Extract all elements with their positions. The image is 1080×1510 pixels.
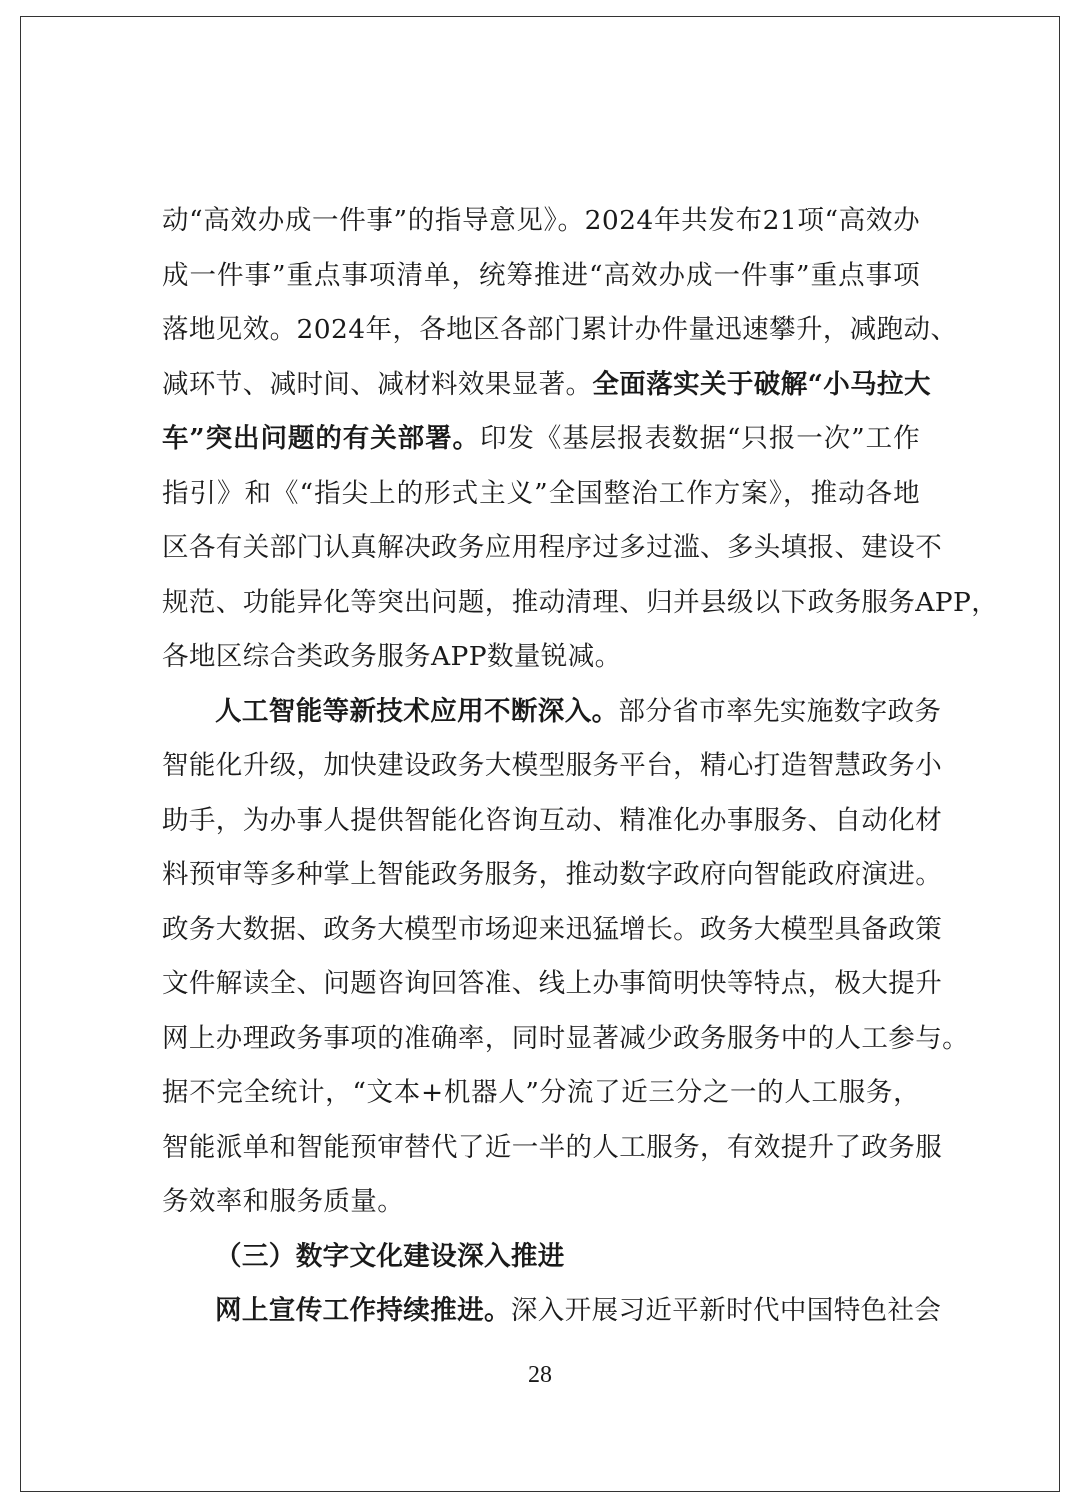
section-heading: （三）数字文化建设深入推进 — [215, 1240, 565, 1272]
bold-lead-online-publicity: 网上宣传工作持续推进。 — [215, 1295, 511, 1326]
paragraph-2-line-1 — [162, 685, 942, 740]
paragraph-2-line-4: 料预审等多种掌上智能政务服务，推动数字政府向智能政府演进。 — [162, 859, 943, 890]
paragraph-2-line-10: 务效率和服务质量。 — [162, 1186, 405, 1217]
paragraph-1-line-5 — [162, 412, 920, 467]
paragraph-2-line-1-text: 部分省市率先实施数字政务 — [618, 695, 942, 727]
paragraph-2-line-5: 政务大数据、政务大模型市场迎来迅猛增长。政务大模型具备政策 — [162, 913, 943, 945]
paragraph-2-line-2: 智能化升级，加快建设政务大模型服务平台，精心打造智慧政务小 — [162, 750, 943, 781]
paragraph-3-line-1 — [162, 1284, 942, 1339]
paragraph-2-line-6: 文件解读全、问题咨询回答准、线上办事简明快等特点，极大提升 — [162, 968, 943, 999]
paragraph-2-line-3: 助手，为办事人提供智能化咨询互动、精准化办事服务、自动化材 — [162, 804, 943, 836]
paragraph-1-line-6: 指引》和《“指尖上的形式主义”全国整治工作方案》，推动各地 — [162, 477, 920, 509]
paragraph-1-line-2: 成一件事”重点事项清单，统筹推进“高效办成一件事”重点事项 — [162, 259, 920, 291]
paragraph-1-line-4-text: 减环节、减时间、减材料效果显著。 — [162, 368, 593, 400]
paragraph-1-line-1: 动“高效办成一件事”的指导意见》。2024年共发布21项“高效办 — [162, 205, 920, 236]
paragraph-2-line-7: 网上办理政务事项的准确率，同时显著减少政务服务中的人工参与。 — [162, 1022, 969, 1054]
paragraph-3-line-1-text: 深入开展习近平新时代中国特色社会 — [510, 1295, 942, 1326]
document-body — [162, 194, 999, 1339]
bold-lead-ai-application: 人工智能等新技术应用不断深入。 — [215, 695, 619, 727]
paragraph-2-line-9: 智能派单和智能预审替代了近一半的人工服务，有效提升了政务服 — [162, 1131, 943, 1163]
paragraph-1-line-5-text: 印发《基层报表数据“只报一次”工作 — [480, 423, 920, 454]
bold-lead-small-horse-cart: 全面落实关于破解“小马拉大 — [592, 368, 931, 400]
paragraph-2-line-8: 据不完全统计，“文本+机器人”分流了近三分之一的人工服务， — [162, 1077, 920, 1108]
paragraph-1-line-8: 规范、功能异化等突出问题，推动清理、归并县级以下政务服务APP， — [162, 586, 999, 618]
bold-lead-small-horse-cart-cont: 车”突出问题的有关部署。 — [162, 423, 480, 454]
paragraph-1-line-7: 区各有关部门认真解决政务应用程序过多过滥、多头填报、建设不 — [162, 532, 943, 563]
paragraph-1-line-4 — [162, 358, 931, 413]
paragraph-1-line-9: 各地区综合类政务服务APP数量锐减。 — [162, 641, 622, 672]
paragraph-1-line-3: 落地见效。2024年，各地区各部门累计办件量迅速攀升，减跑动、 — [162, 314, 958, 345]
page-number: 28 — [528, 1362, 552, 1388]
